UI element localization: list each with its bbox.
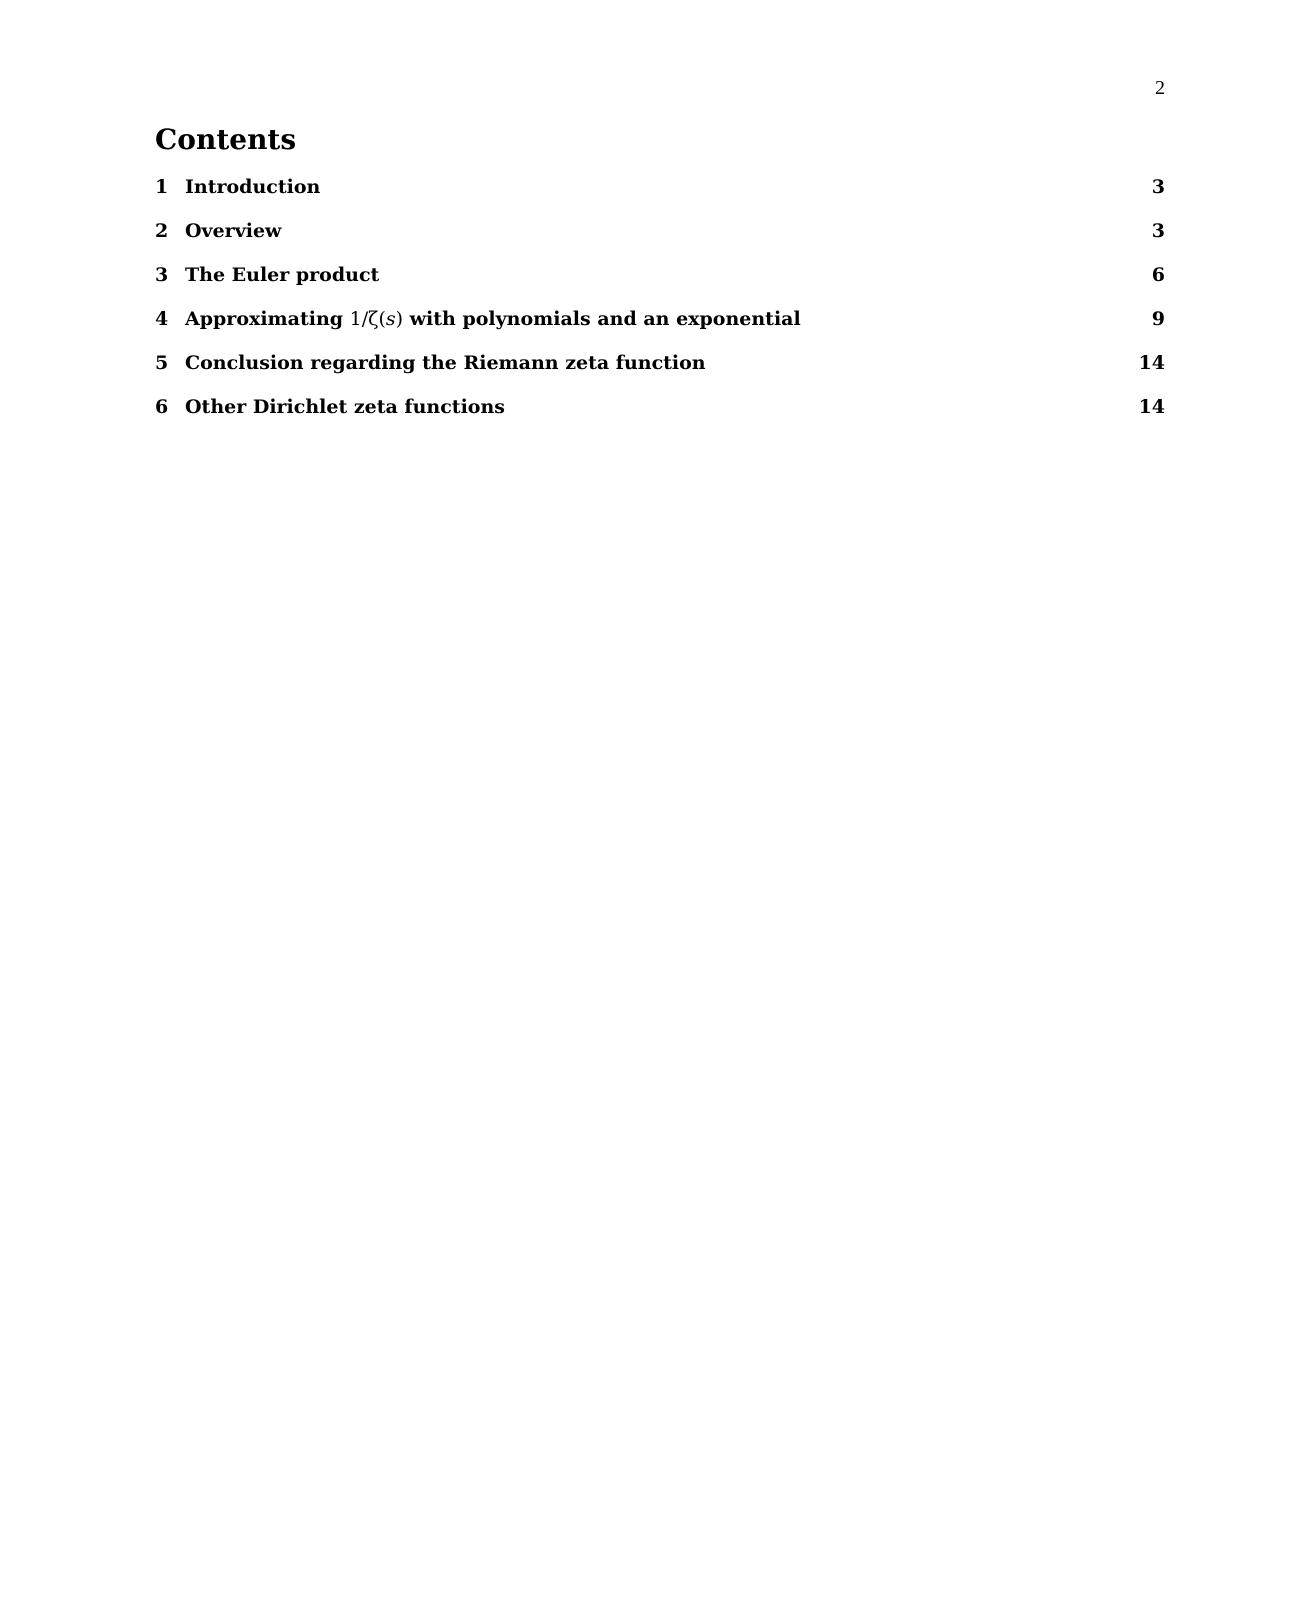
math-suffix: )	[395, 308, 404, 330]
toc-entry-title	[185, 307, 1125, 331]
toc-entry-page: 9	[1151, 308, 1165, 330]
toc-entry-title-after: with polynomials and an exponential	[403, 308, 801, 330]
toc-entry-page: 14	[1138, 352, 1165, 374]
toc-entry-title: The Euler product	[185, 264, 380, 286]
toc-entry-number: 2	[155, 220, 169, 242]
toc-heading: Contents	[155, 123, 297, 156]
toc-entry-number: 5	[155, 352, 169, 374]
page-number: 2	[1155, 77, 1165, 99]
toc-entry-title: Introduction	[185, 176, 321, 198]
toc-entry-overview[interactable]	[155, 219, 1165, 263]
toc-entry-title: Other Dirichlet zeta functions	[185, 396, 505, 418]
toc-entry-approximating[interactable]	[155, 307, 1165, 351]
toc-entry-euler-product[interactable]	[155, 263, 1165, 307]
toc-entry-dirichlet[interactable]	[155, 395, 1165, 439]
math-expression	[350, 308, 403, 330]
math-prefix: 1/ζ(	[349, 308, 386, 330]
toc-entry-title: Conclusion regarding the Riemann zeta function	[185, 352, 706, 374]
toc-entry-number: 6	[155, 396, 169, 418]
toc-entry-number: 4	[155, 308, 169, 330]
toc-entry-conclusion[interactable]	[155, 351, 1165, 395]
toc-entry-page: 3	[1151, 220, 1165, 242]
toc-entry-number: 1	[155, 176, 169, 198]
toc-entry-page: 14	[1138, 396, 1165, 418]
toc-entry-page: 3	[1151, 176, 1165, 198]
toc-entry-page: 6	[1151, 264, 1165, 286]
math-variable: s	[385, 308, 396, 330]
toc-entry-title: Overview	[185, 220, 282, 242]
table-of-contents	[155, 175, 1165, 439]
toc-entry-title-before: Approximating	[185, 308, 350, 330]
toc-entry-number: 3	[155, 264, 169, 286]
toc-entry-introduction[interactable]	[155, 175, 1165, 219]
